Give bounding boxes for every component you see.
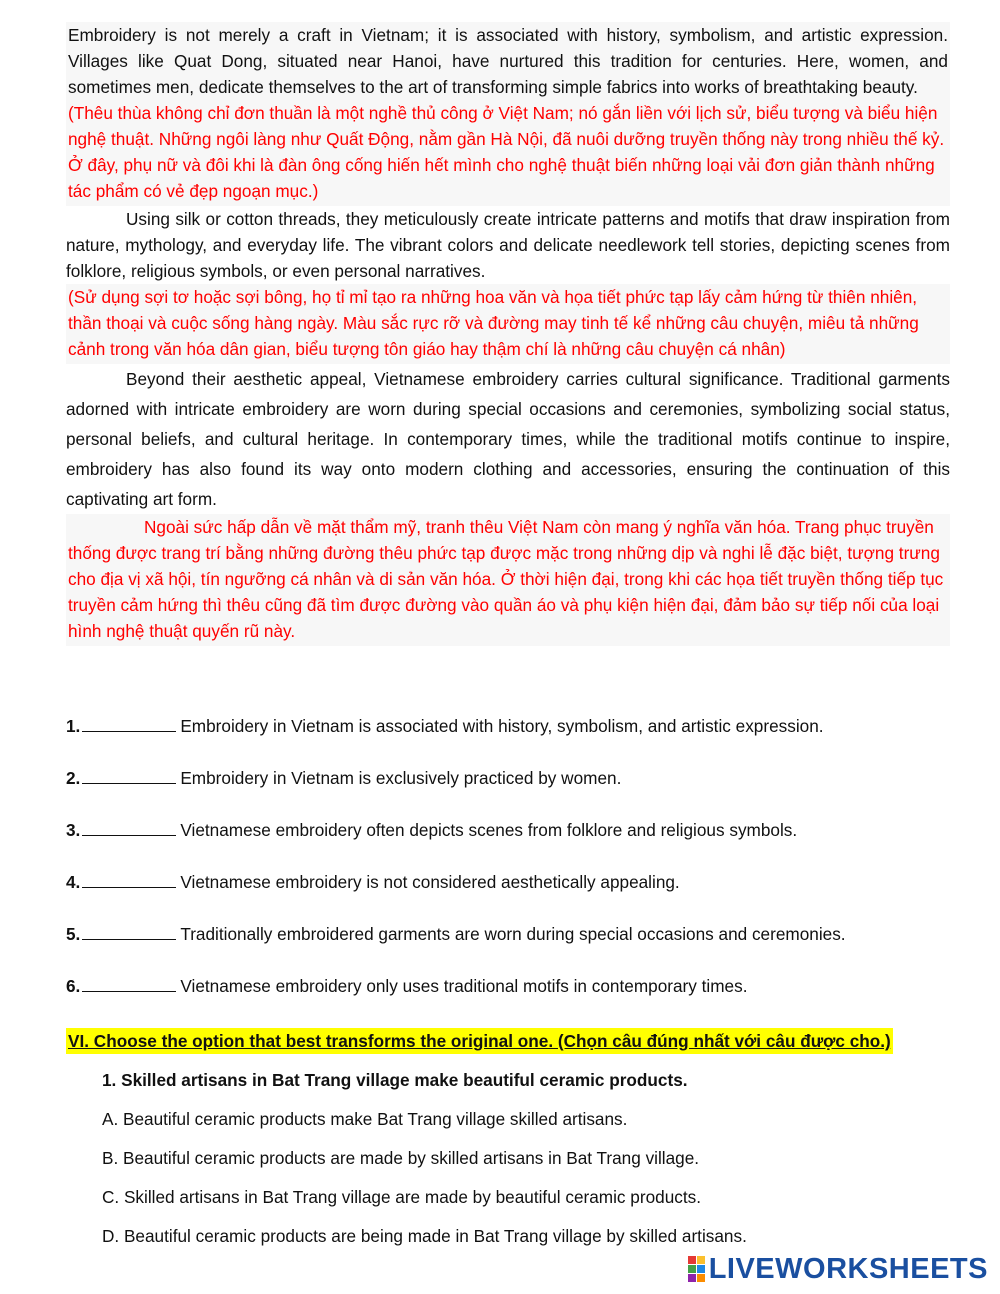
answer-blank-6[interactable] (82, 977, 176, 992)
question-text: Vietnamese embroidery is not considered aesthetically appealing. (180, 872, 680, 892)
question-number: 5. (66, 924, 81, 944)
question-number: 6. (66, 976, 81, 996)
section-vi-heading: VI. Choose the option that best transforms the original one. (Chọn câu đúng nhất với câu được cho.) (66, 1028, 893, 1054)
paragraph-1-english: Embroidery is not merely a craft in Vietnam; it is associated with history, symbolism, and artistic expression. Villages like Quat Dong, situated near Hanoi, have nurtured this tradition for centuries. Here, women, and sometimes men, dedicate themselves to the art of transforming simple fabrics into works of breathtaking beauty. (68, 25, 948, 97)
question-text: Embroidery in Vietnam is exclusively practiced by women. (180, 768, 622, 788)
question-5 (66, 924, 846, 945)
paragraph-2-english: Using silk or cotton threads, they meticulously create intricate patterns and motifs that draw inspiration from nature, mythology, and everyday life. The vibrant colors and delicate needlework tell stories, depicting scenes from folklore, religious symbols, or even personal narratives. (66, 209, 950, 281)
question-text: Vietnamese embroidery often depicts scenes from folklore and religious symbols. (180, 820, 798, 840)
question-number: 2. (66, 768, 81, 788)
logo-text: LIVEWORKSHEETS (708, 1252, 988, 1285)
question-6 (66, 976, 747, 997)
answer-blank-2[interactable] (82, 769, 176, 784)
paragraph-2-vietnamese-block (66, 284, 950, 364)
paragraph-2-vietnamese: (Sử dụng sợi tơ hoặc sợi bông, họ tỉ mỉ tạo ra những hoa văn và họa tiết phức tạp lấy cảm hứng từ thiên nhiên, thần thoại và cuộc sống hàng ngày. Màu sắc rực rỡ và đường may tinh tế kể những câu chuyện, miêu tả những cảnh trong văn hóa dân gian, biểu tượng tôn giáo hay thậm chí là những câu chuyện cá nhân) (68, 287, 919, 359)
question-2 (66, 768, 621, 789)
mc-option-c[interactable]: C. Skilled artisans in Bat Trang village are made by beautiful ceramic products. (102, 1187, 701, 1207)
paragraph-3-english: Beyond their aesthetic appeal, Vietnamese embroidery carries cultural significance. Traditional garments adorned with intricate embroidery are worn during special occasions and ceremonies, symbolizing social status, personal beliefs, and cultural heritage. In contemporary times, while the traditional motifs continue to inspire, embroidery has also found its way onto modern clothing and accessories, ensuring the continuation of this captivating art form. (66, 369, 950, 509)
paragraph-1-block (66, 22, 950, 206)
answer-blank-3[interactable] (82, 821, 176, 836)
mc-option-d[interactable]: D. Beautiful ceramic products are being made in Bat Trang village by skilled artisans. (102, 1226, 747, 1246)
paragraph-3-vietnamese-block (66, 514, 950, 646)
reading-passage (66, 22, 950, 646)
answer-blank-5[interactable] (82, 925, 176, 940)
question-4 (66, 872, 680, 893)
mc-question-1-stem: 1. Skilled artisans in Bat Trang village make beautiful ceramic products. (102, 1070, 688, 1090)
answer-blank-4[interactable] (82, 873, 176, 888)
question-text: Embroidery in Vietnam is associated with history, symbolism, and artistic expression. (180, 716, 824, 736)
mc-option-a[interactable]: A. Beautiful ceramic products make Bat Trang village skilled artisans. (102, 1109, 628, 1129)
paragraph-3-vietnamese: Ngoài sức hấp dẫn về mặt thẩm mỹ, tranh thêu Việt Nam còn mang ý nghĩa văn hóa. Trang phục truyền thống được trang trí bằng những đường thêu phức tạp được mặc trong những dịp và nghi lễ đặc biệt, tượng trưng cho địa vị xã hội, tín ngưỡng cá nhân và di sản văn hóa. Ở thời hiện đại, trong khi các họa tiết truyền thống tiếp tục truyền cảm hứng thì thêu cũng đã tìm được đường vào quần áo và phụ kiện hiện đại, đảm bảo sự tiếp nối của loại hình nghệ thuật quyến rũ này. (68, 517, 944, 641)
question-3 (66, 820, 797, 841)
question-text: Vietnamese embroidery only uses traditional motifs in contemporary times. (180, 976, 748, 996)
paragraph-1-vietnamese: (Thêu thùa không chỉ đơn thuần là một nghề thủ công ở Việt Nam; nó gắn liền với lịch sử, biểu tượng và biểu hiện nghệ thuật. Những ngôi làng như Quất Động, nằm gần Hà Nội, đã nuôi dưỡng truyền thống này trong nhiều thế kỷ. Ở đây, phụ nữ và đôi khi là đàn ông cống hiến hết mình cho nghệ thuật biến những loại vải đơn giản thành những tác phẩm có vẻ đẹp ngoạn mục.) (68, 103, 945, 201)
question-number: 3. (66, 820, 81, 840)
question-number: 4. (66, 872, 81, 892)
question-text: Traditionally embroidered garments are worn during special occasions and ceremonies. (180, 924, 846, 944)
answer-blank-1[interactable] (82, 717, 176, 732)
mc-option-b[interactable]: B. Beautiful ceramic products are made by skilled artisans in Bat Trang village. (102, 1148, 700, 1168)
liveworksheets-logo (688, 1254, 988, 1284)
logo-blocks-icon (688, 1256, 705, 1282)
question-1 (66, 716, 824, 737)
question-number: 1. (66, 716, 81, 736)
